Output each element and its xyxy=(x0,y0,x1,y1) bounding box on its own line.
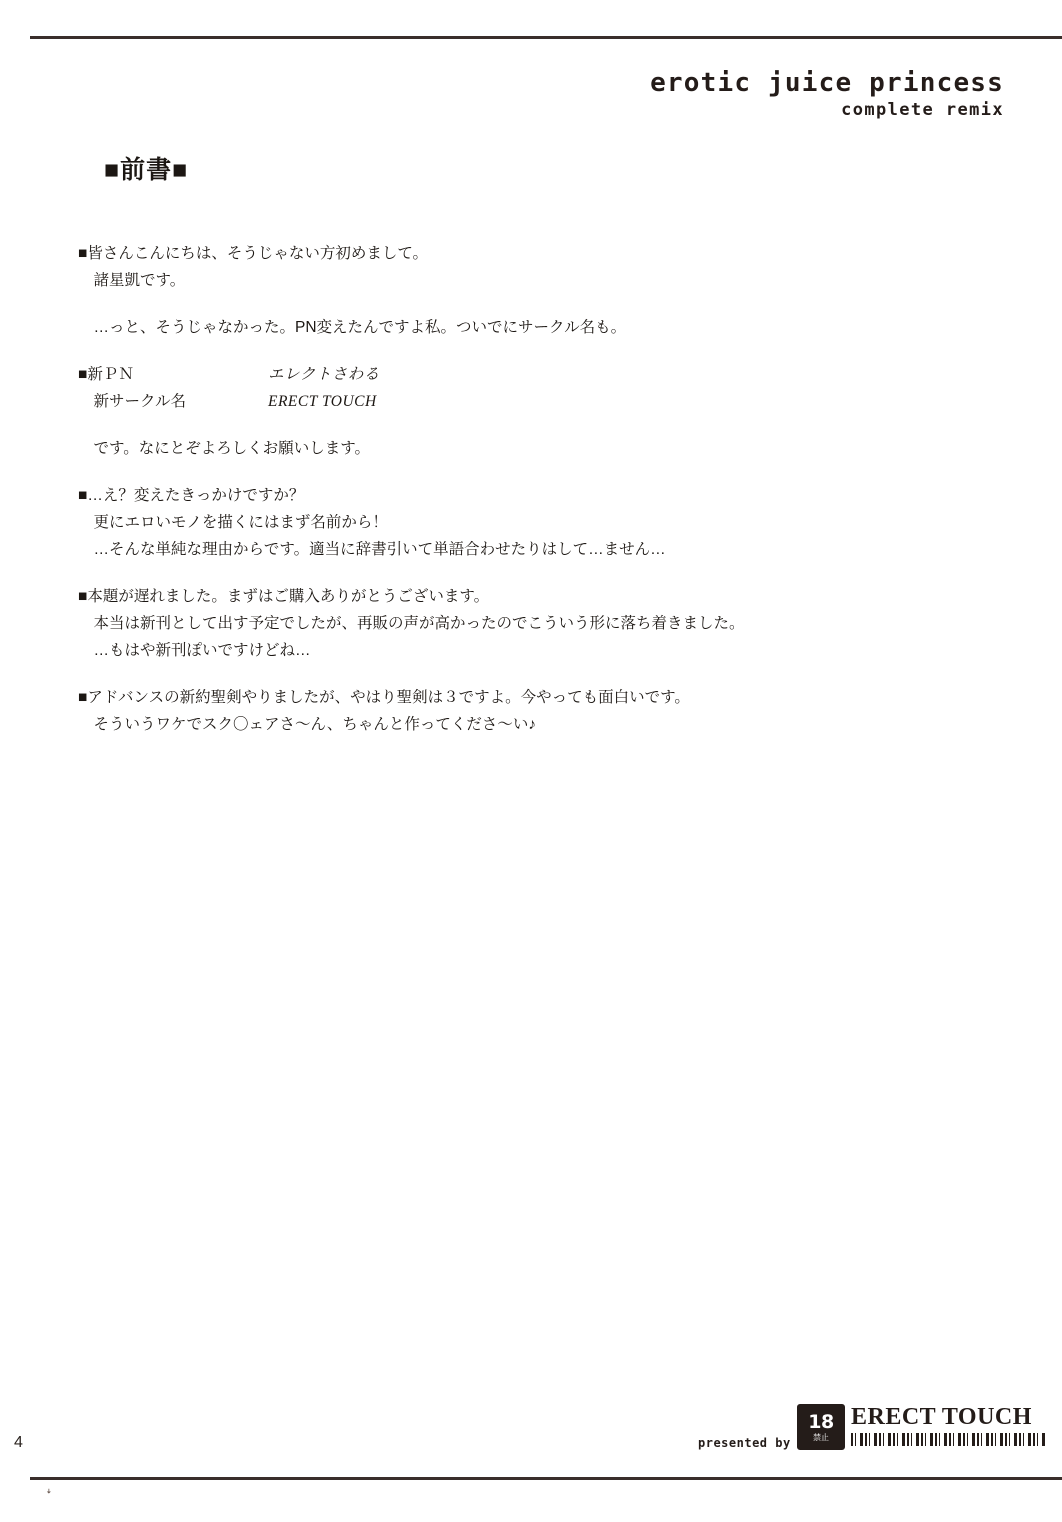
barcode-graphic xyxy=(851,1433,1047,1446)
paragraph-seiken xyxy=(78,684,958,738)
page-number: 4 xyxy=(14,1434,23,1451)
scan-gutter-mark: ꜜ xyxy=(46,1490,52,1502)
age-badge-number: 18 xyxy=(808,1410,834,1433)
new-circle-value: ERECT TOUCH xyxy=(268,393,377,410)
age-restriction-badge xyxy=(797,1404,845,1450)
paragraph-reason xyxy=(78,482,958,563)
paragraph-line: そういうワケでスク〇ェアさ～ん、ちゃんと作ってくださ～い♪ xyxy=(78,716,537,733)
paragraph-line: です。なにとぞよろしくお願いします。 xyxy=(78,440,371,457)
header-logo xyxy=(650,68,1004,121)
publisher-logo xyxy=(797,1404,1047,1450)
paragraph-line: 本当は新刊として出す予定でしたが、再販の声が高かったのでこういう形に落ち着きました。 xyxy=(78,615,745,632)
page-top-rule xyxy=(30,36,1062,39)
paragraph-line: …そんな単純な理由からです。適当に辞書引いて単語合わせたりはして…ません… xyxy=(78,541,666,558)
logo-title: erotic juice princess xyxy=(650,68,1004,98)
logo-subtitle: complete remix xyxy=(841,100,1004,120)
paragraph-main-topic xyxy=(78,583,958,664)
paragraph-name-change-note xyxy=(78,314,958,341)
paragraph-line: ■…え？変えたきっかけですか？ xyxy=(78,487,305,504)
age-badge-kanji: 禁止 xyxy=(813,1432,829,1442)
new-circle-label: 新サークル名 xyxy=(78,393,187,410)
paragraph-line: ■皆さんこんにちは、そうじゃない方初めまして。 xyxy=(78,245,429,262)
scan-left-margin xyxy=(0,0,30,1522)
paragraph-line: ■本題が遅れました。まずはご購入ありがとうございます。 xyxy=(78,588,490,605)
new-pn-value: エレクトさわる xyxy=(268,366,380,383)
table-row xyxy=(78,361,380,388)
paragraph-line: 更にエロいモノを描くにはまず名前から！ xyxy=(78,514,388,531)
paragraph-line: ■アドバンスの新約聖剣やりましたが、やはり聖剣は３ですよ。今やっても面白いです。 xyxy=(78,689,690,706)
paragraph-line: 諸星凱です。 xyxy=(78,272,186,289)
new-pn-label: ■新ＰＮ xyxy=(78,366,134,383)
paragraph-regards xyxy=(78,435,958,462)
presented-by-label: presented by xyxy=(698,1436,791,1450)
afterword-body xyxy=(78,240,958,758)
page-title: ■前書■ xyxy=(104,156,189,184)
brand-name: ERECT TOUCH xyxy=(851,1404,1032,1430)
new-names-table xyxy=(78,361,380,415)
page-bottom-rule xyxy=(30,1477,1062,1480)
table-row xyxy=(78,388,380,415)
paragraph-line: …っと、そうじゃなかった。PN変えたんですよ私。ついでにサークル名も。 xyxy=(78,319,627,336)
paragraph-new-names xyxy=(78,361,958,415)
paragraph-line: …もはや新刊ぽいですけどね… xyxy=(78,642,311,659)
brand-block xyxy=(851,1404,1047,1446)
paragraph-greeting xyxy=(78,240,958,294)
